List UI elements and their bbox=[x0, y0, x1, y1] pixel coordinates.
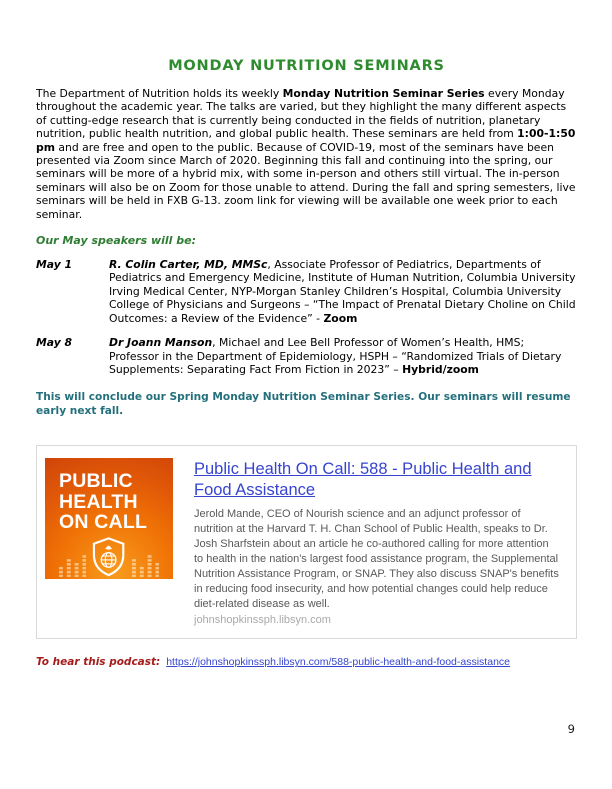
podcast-url-link[interactable]: https://johnshopkinssph.libsyn.com/588-public-health-and-food-assistance bbox=[166, 656, 510, 669]
speaker-description: , Associate Professor of Pediatrics, Departments of Pediatrics and Emergency Medicine, Institute of Human Nutrition, Columbia University Irving Medical Center, NYP-Morgan Stanley Children’s Hospital, Columbia University College of Physicians and Surgeons – “The Impact of Prenatal Dietary Choline on Child Outcomes: a Review of the Evidence” - bbox=[109, 258, 576, 325]
podcast-card-body bbox=[194, 458, 562, 626]
logo-line: ON CALL bbox=[59, 511, 148, 534]
podcast-source-domain: johnshopkinssph.libsyn.com bbox=[194, 614, 331, 627]
speaker-name: Dr Joann Manson bbox=[109, 336, 213, 350]
speaker-entry-may-1 bbox=[36, 258, 577, 325]
speaker-date: May 1 bbox=[36, 258, 73, 272]
intro-text: The Department of Nutrition holds its weekly bbox=[36, 87, 283, 100]
podcast-title-link[interactable]: Public Health On Call: 588 - Public Health and Food Assistance bbox=[194, 460, 532, 500]
shield-globe-icon bbox=[91, 536, 126, 577]
speaker-details bbox=[109, 336, 577, 376]
podcast-logo-text bbox=[59, 471, 173, 533]
speakers-heading: Our May speakers will be: bbox=[36, 234, 196, 248]
closing-note: This will conclude our Spring Monday Nutrition Seminar Series. Our seminars will resume early next fall. bbox=[36, 391, 571, 417]
logo-emblem-row bbox=[59, 536, 173, 577]
podcast-link-preview-card bbox=[36, 445, 577, 639]
intro-paragraph bbox=[36, 87, 577, 221]
intro-bold-series: Monday Nutrition Seminar Series bbox=[282, 87, 485, 100]
intro-text: and are free and open to the public. Because of COVID-19, most of the seminars have been presented via Zoom since March of 2020. Beginning this fall and continuing into the spring, our seminars will be more of a hybrid mix, with some in-person and others still virtual. The in-person seminars will also be on Zoom for those unable to attend. During the fall and spring semesters, live seminars will be held in FXB G-13. zoom link for viewing will be available one week prior to each seminar. bbox=[36, 140, 576, 221]
podcast-footer-label: To hear this podcast: bbox=[36, 656, 161, 669]
speaker-name: R. Colin Carter, MD, MMSc bbox=[109, 258, 268, 272]
speaker-details bbox=[109, 258, 577, 325]
equalizer-bars-icon bbox=[132, 550, 159, 577]
speaker-description: , Michael and Lee Bell Professor of Women’s Health, HMS; Professor in the Department of Epidemiology, HSPH – “Randomized Trials of Dietary Supplements: Separating Fact From Fiction in 2023” – bbox=[109, 336, 562, 376]
page-number: 9 bbox=[567, 722, 575, 736]
equalizer-bars-icon bbox=[59, 550, 86, 577]
speaker-date: May 8 bbox=[36, 336, 73, 350]
intro-bold-time: 1:00-1:50 pm bbox=[36, 127, 576, 154]
podcast-footer bbox=[36, 656, 577, 668]
podcast-logo[interactable] bbox=[45, 458, 173, 579]
podcast-description: Jerold Mande, CEO of Nourish science and an adjunct professor of nutrition at the Harvard T. H. Chan School of Public Health, speaks to Dr. Josh Sharfstein about an article he co-authored calling for more attention to health in the nation's largest food assistance program, the Supplemental Nutrition Assistance Program, or SNAP. They also discuss SNAP's benefits in reducing food insecurity, and how potential changes could help reduce diet-related disease as well. bbox=[194, 508, 559, 611]
page-title: MONDAY NUTRITION SEMINARS bbox=[168, 58, 445, 74]
logo-line: HEALTH bbox=[59, 490, 138, 513]
intro-text: every Monday throughout the academic year. The talks are varied, but they highlight the many different aspects of cutting-edge research that is currently being conducted in the fields of nutrition, planetary nutrition, public health nutrition, and global public health. These seminars are held from bbox=[36, 87, 567, 141]
logo-line: PUBLIC bbox=[59, 470, 133, 493]
speaker-mode: Hybrid/zoom bbox=[402, 362, 479, 376]
speaker-mode: Zoom bbox=[323, 311, 358, 325]
speaker-entry-may-8 bbox=[36, 336, 577, 376]
